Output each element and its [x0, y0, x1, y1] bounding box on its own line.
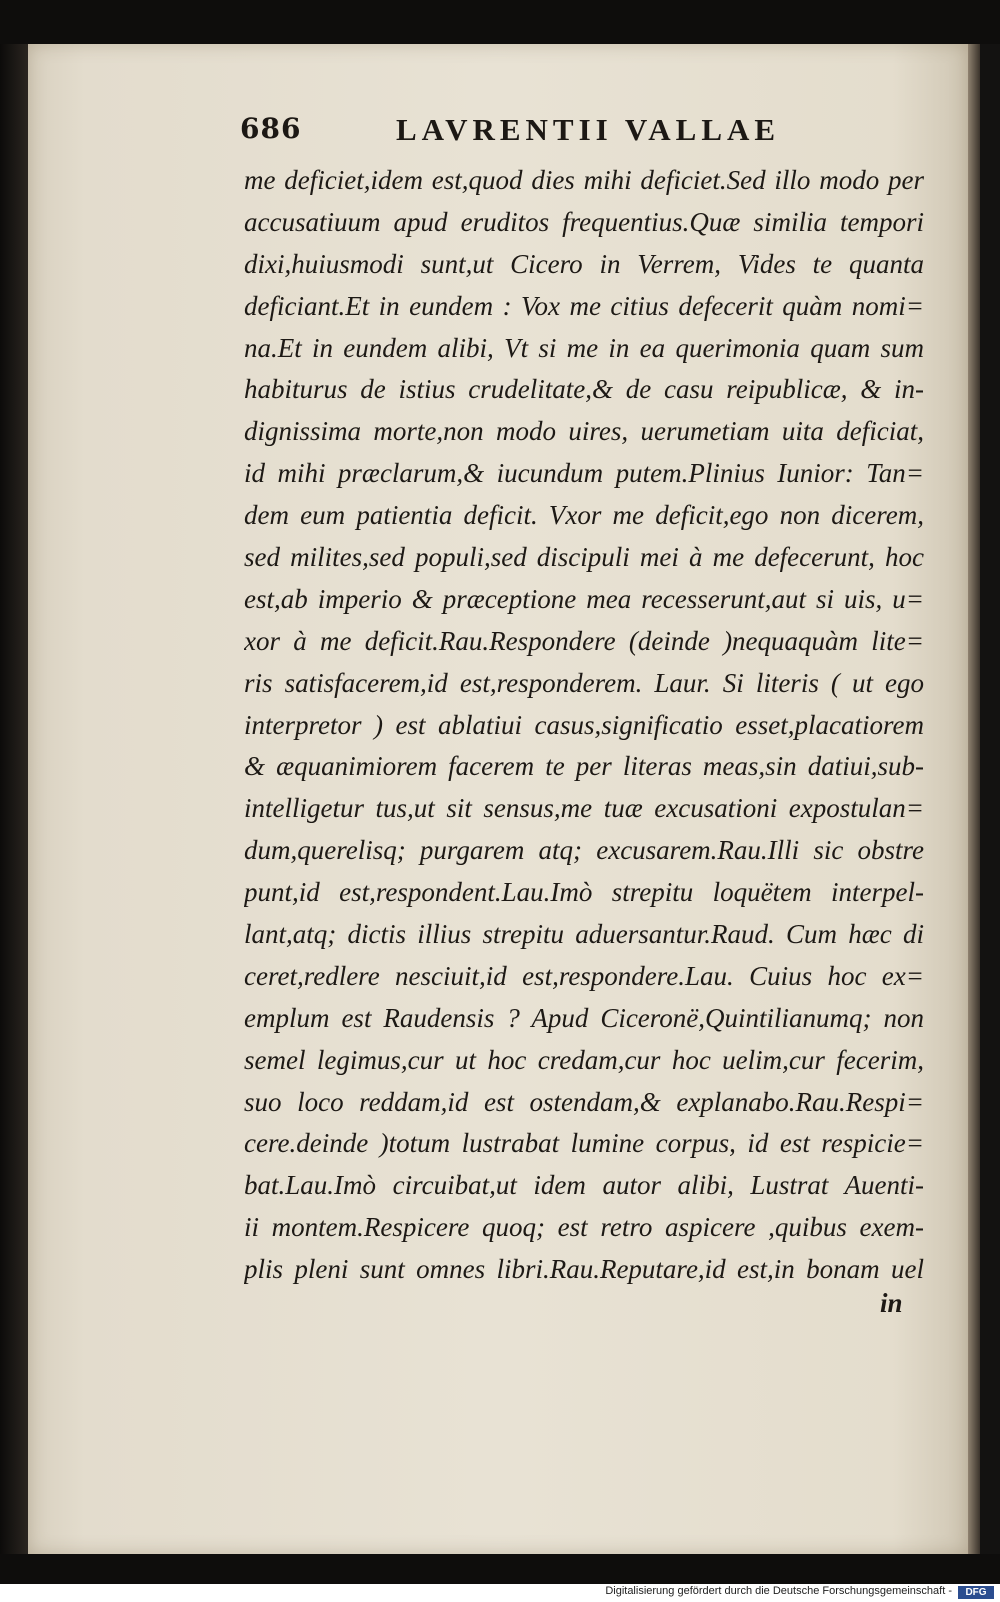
- text-line: cere.deinde )totum lustrabat lumine corpus, id est respicie=: [244, 1128, 924, 1159]
- text-line: dem eum patientia deficit. Vxor me deficit,ego non dicerem,: [244, 500, 924, 531]
- text-line: accusatiuum apud eruditos frequentius.Quæ similia tempori: [244, 206, 924, 237]
- text-line: ii montem.Respicere quoq; est retro aspicere ,quibus exem-: [244, 1212, 924, 1243]
- running-head: LAVRENTII VALLAE: [396, 112, 781, 147]
- text-line: lant,atq; dictis illius strepitu aduersantur.Raud. Cum hæc di: [244, 919, 924, 950]
- text-line: & æquanimiorem facerem te per literas meas,sin datiui,sub-: [244, 751, 924, 782]
- page-edge: [968, 44, 980, 1554]
- scanner-bottom-border: [0, 1554, 1000, 1584]
- catchword: in: [880, 1288, 903, 1318]
- text-line: habiturus de istius crudelitate,& de casu reipublicæ, & in-: [244, 374, 924, 405]
- scanner-top-border: [0, 0, 1000, 44]
- text-line: est,ab imperio & præceptione mea recesserunt,aut si uis, u=: [244, 583, 924, 614]
- text-line: punt,id est,respondent.Lau.Imò strepitu loquëtem interpel-: [244, 877, 924, 908]
- text-line: intelligetur tus,ut sit sensus,me tuæ excusationi expostulan=: [244, 793, 924, 824]
- text-line: emplum est Raudensis ? Apud Ciceronë,Quintilianumq; non: [244, 1002, 924, 1033]
- text-line: me deficiet,idem est,quod dies mihi deficiet.Sed illo modo per: [244, 165, 924, 195]
- folio-number: 686: [240, 112, 302, 145]
- text-line: id mihi præclarum,& iucundum putem.Plinius Iunior: Tan=: [244, 458, 924, 489]
- dfg-logo: DFG: [958, 1586, 994, 1599]
- text-line: bat.Lau.Imò circuibat,ut idem autor alibi, Lustrat Auenti-: [244, 1170, 924, 1201]
- text-line: semel legimus,cur ut hoc credam,cur hoc uelim,cur fecerim,: [244, 1044, 924, 1075]
- text-line: na.Et in eundem alibi, Vt si me in ea querimonia quam sum: [244, 332, 924, 363]
- text-line: ceret,redlere nesciuit,id est,respondere.Lau. Cuius hoc ex=: [244, 960, 924, 991]
- text-line: sed milites,sed populi,sed discipuli mei à me defecerunt, hoc: [244, 542, 924, 573]
- funding-credit: Digitalisierung gefördert durch die Deutsche Forschungsgemeinschaft -: [605, 1585, 952, 1597]
- text-line: suo loco reddam,id est ostendam,& explanabo.Rau.Respi=: [244, 1086, 924, 1117]
- text-line: deficiant.Et in eundem : Vox me citius defecerit quàm nomi=: [244, 290, 924, 321]
- text-line: ris satisfacerem,id est,responderem. Laur. Si literis ( ut ego: [244, 667, 924, 698]
- page-header: [236, 112, 926, 152]
- text-line: xor à me deficit.Rau.Respondere (deinde )nequaquàm lite=: [244, 625, 924, 656]
- body-text: [244, 160, 924, 1291]
- text-line: dignissima morte,non modo uires, uerumetiam uita deficiat,: [244, 416, 924, 447]
- text-line: interpretor ) est ablatiui casus,significatio esset,placatiorem: [244, 709, 924, 740]
- text-line: plis pleni sunt omnes libri.Rau.Reputare,id est,in bonam uel: [244, 1254, 924, 1285]
- book-gutter: [0, 44, 28, 1554]
- text-line: dixi,huiusmodi sunt,ut Cicero in Verrem, Vides te quanta: [244, 248, 924, 279]
- text-line: dum,querelisq; purgarem atq; excusarem.Rau.Illi sic obstre: [244, 835, 924, 866]
- digitization-footer: [0, 1584, 1000, 1602]
